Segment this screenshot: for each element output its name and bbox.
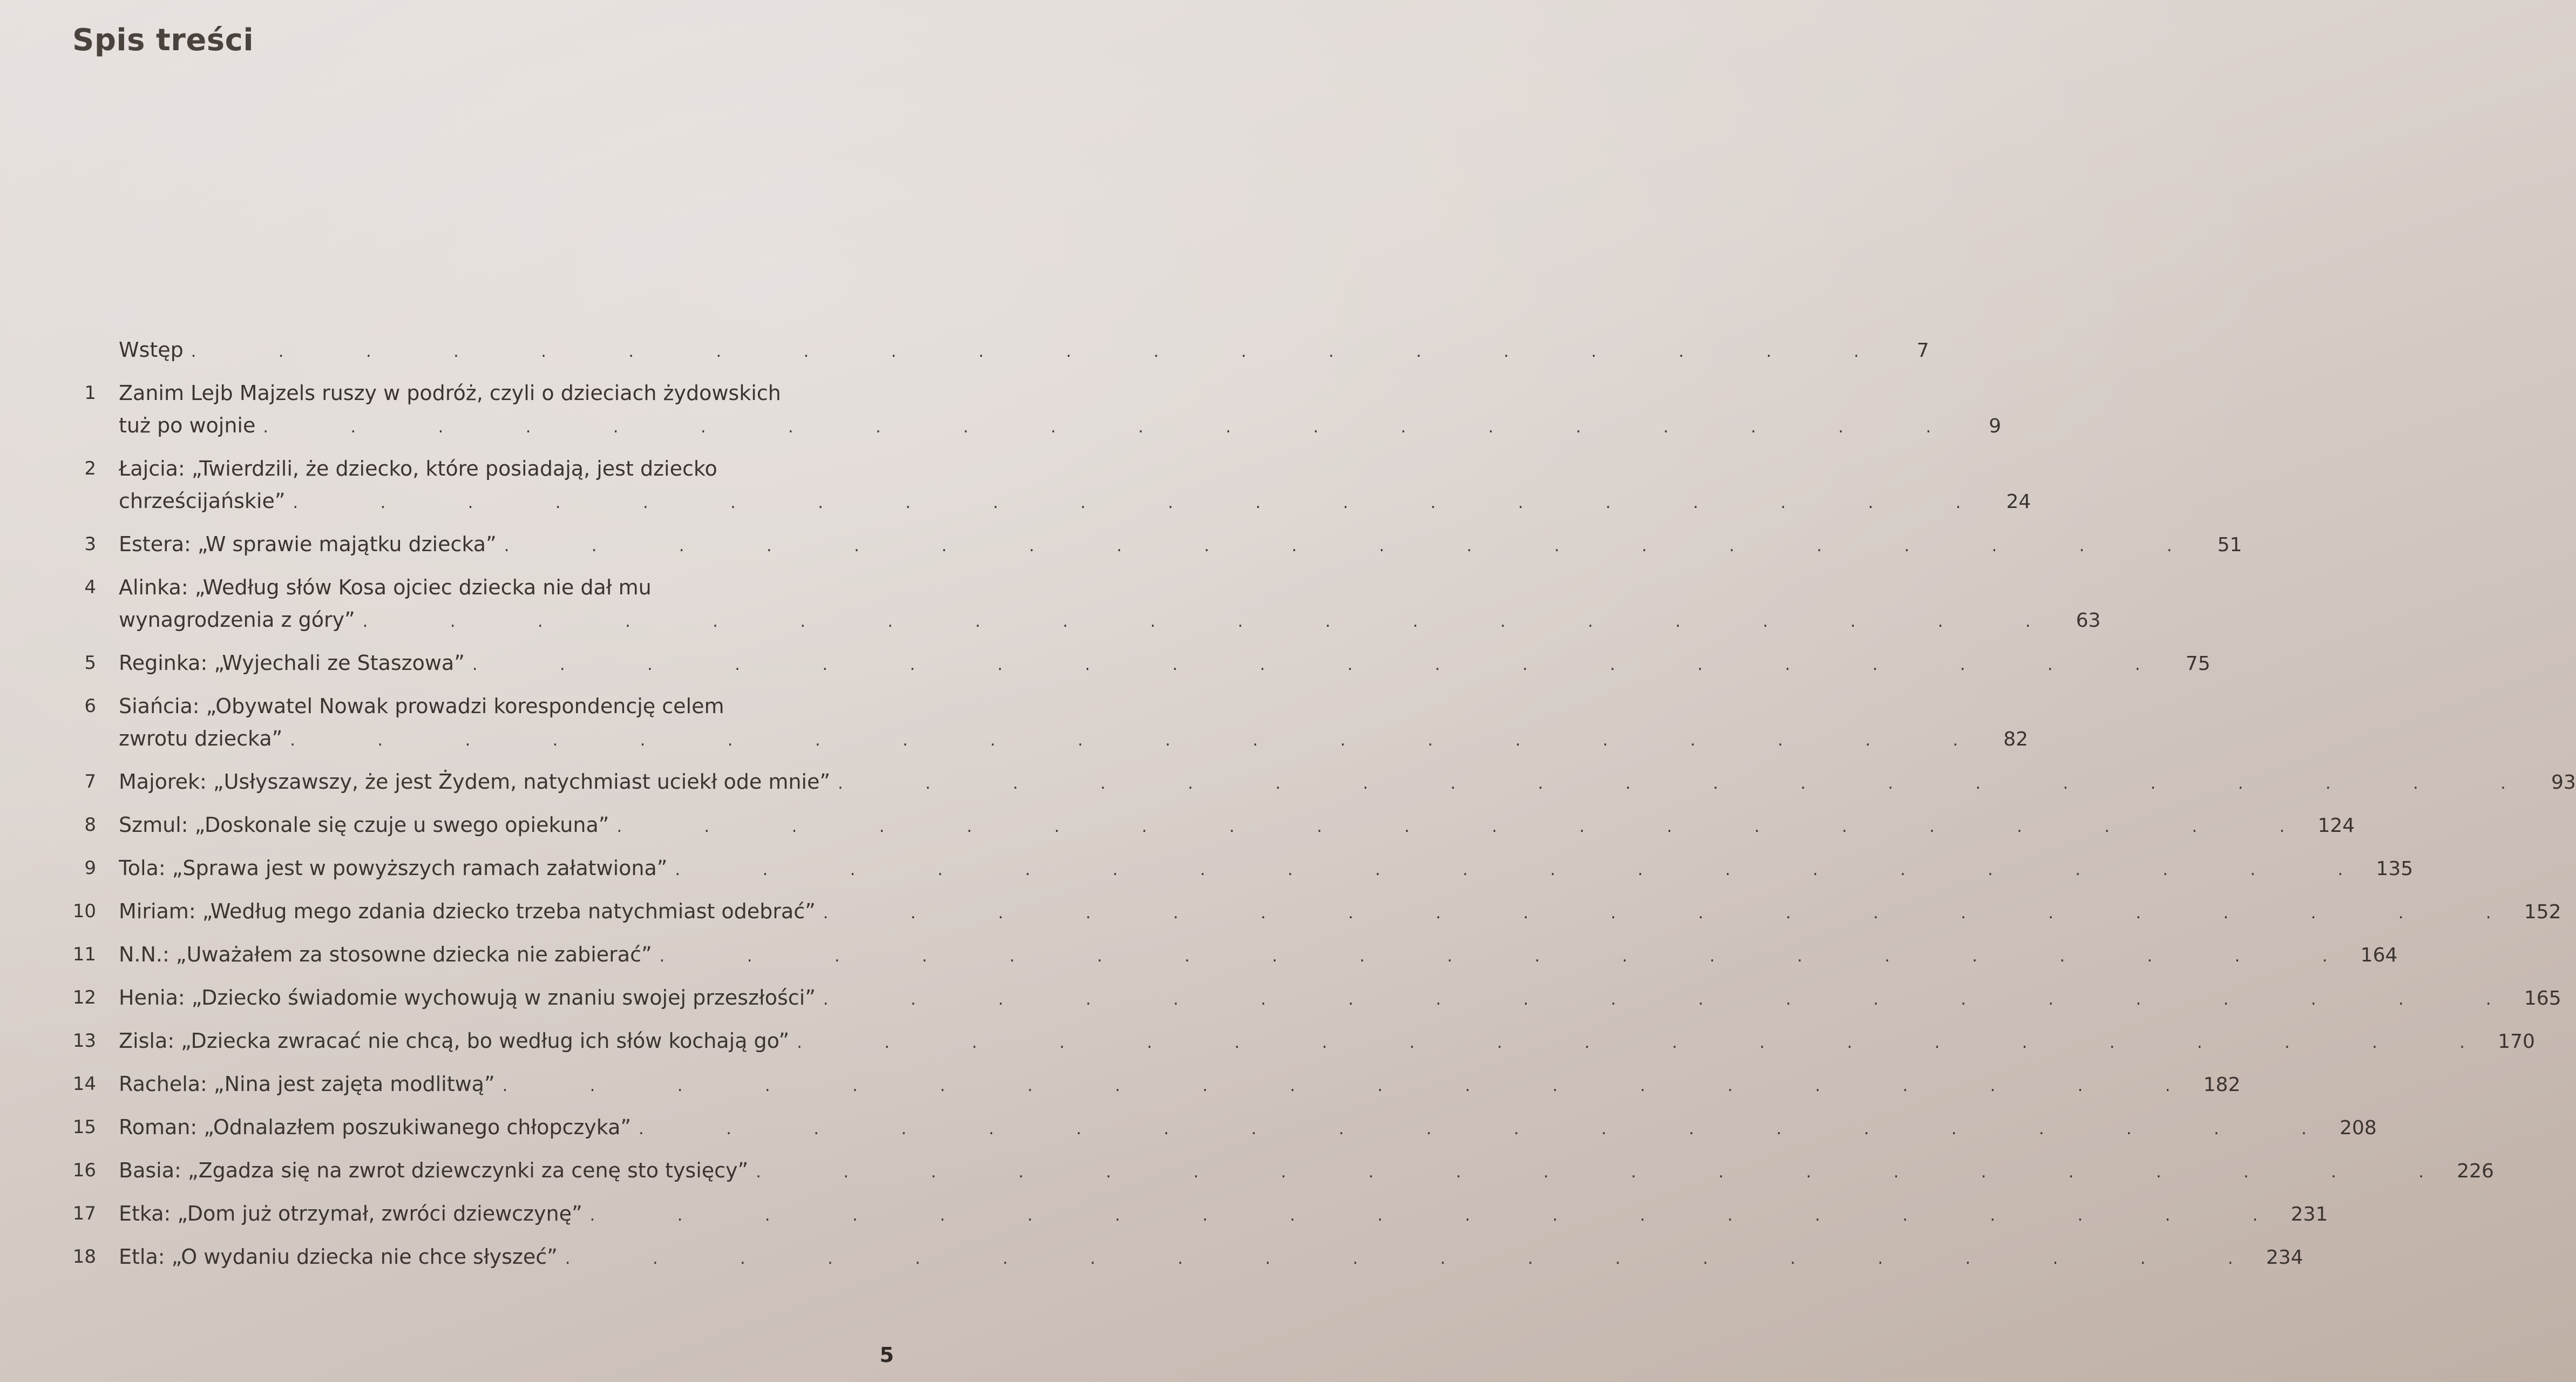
chapter-title-line xyxy=(119,765,2506,800)
dot-leader xyxy=(290,722,1958,757)
chapter-title-line xyxy=(119,377,1931,409)
chapter-title-text: tuż po wojnie xyxy=(119,414,256,437)
dot-leader xyxy=(838,765,2506,800)
chapter-title xyxy=(119,809,2284,843)
page-ref: 152 xyxy=(2524,901,2561,923)
page-ref: 164 xyxy=(2360,944,2398,966)
toc-entry[interactable] xyxy=(70,1241,2303,1275)
chapter-title-line xyxy=(119,852,2343,886)
toc-entry[interactable] xyxy=(70,981,2561,1016)
page-ref: 208 xyxy=(2340,1117,2377,1139)
dot-leader xyxy=(504,528,2172,563)
chapter-title-line xyxy=(119,571,2030,604)
table-of-contents xyxy=(70,334,2576,1284)
chapter-number: 18 xyxy=(72,1246,96,1268)
chapter-title-line xyxy=(119,809,2284,843)
dot-leader xyxy=(823,895,2491,930)
chapter-title xyxy=(119,571,2030,638)
chapter-number: 10 xyxy=(72,900,96,922)
chapter-title-line xyxy=(119,722,1958,757)
chapter-title-text: Szmul: „Doskonale się czuje u swego opiekuna” xyxy=(119,813,609,837)
chapter-title-line xyxy=(119,938,2327,973)
dot-leader xyxy=(756,1154,2424,1189)
chapter-title-line xyxy=(119,1154,2424,1189)
page-ref: 234 xyxy=(2266,1246,2303,1269)
chapter-number: 4 xyxy=(84,577,96,598)
chapter-title-text: Etka: „Dom już otrzymał, zwróci dziewczynę” xyxy=(119,1202,582,1225)
page-ref: 182 xyxy=(2203,1074,2241,1096)
toc-entry[interactable] xyxy=(70,1197,2328,1232)
toc-entry[interactable] xyxy=(70,334,1929,368)
chapter-title-line xyxy=(119,528,2172,563)
chapter-title-text: Łajcia: „Twierdzili, że dziecko, które posiadają, jest dziecko xyxy=(119,457,717,480)
chapter-title-text: Zanim Lejb Majzels ruszy w podróż, czyli o dzieciach żydowskich xyxy=(119,381,781,405)
chapter-number: 5 xyxy=(84,652,96,674)
chapter-title-text: Majorek: „Usłyszawszy, że jest Żydem, natychmiast uciekł ode mnie” xyxy=(119,770,831,794)
chapter-title-text: Henia: „Dziecko świadomie wychowują w znaniu swojej przeszłości” xyxy=(119,986,816,1010)
toc-entry[interactable] xyxy=(70,895,2561,930)
dot-leader xyxy=(565,1241,2233,1275)
page-ref: 75 xyxy=(2185,653,2211,675)
chapter-title xyxy=(119,377,1931,444)
chapter-number: 2 xyxy=(84,458,96,479)
dot-leader xyxy=(503,1068,2171,1102)
chapter-title-line xyxy=(119,1241,2233,1275)
page-ref: 124 xyxy=(2317,815,2355,837)
chapter-title-text: Alinka: „Według słów Kosa ojciec dziecka nie dał mu xyxy=(119,575,652,599)
chapter-number: 15 xyxy=(72,1116,96,1138)
page-ref: 135 xyxy=(2376,858,2414,880)
chapter-title xyxy=(119,1111,2307,1146)
chapter-title xyxy=(119,452,1961,519)
page-ref: 165 xyxy=(2524,987,2561,1010)
page-ref: 231 xyxy=(2290,1203,2328,1225)
chapter-title xyxy=(119,1025,2465,1059)
chapter-title xyxy=(119,528,2172,563)
toc-entry[interactable] xyxy=(70,765,2576,800)
chapter-title xyxy=(119,1154,2424,1189)
chapter-title-line xyxy=(119,647,2140,681)
chapter-title-line xyxy=(119,334,1859,368)
chapter-title-line xyxy=(119,895,2491,930)
chapter-title-line xyxy=(119,690,1958,722)
toc-entry[interactable] xyxy=(70,690,2029,757)
chapter-title-line xyxy=(119,604,2030,638)
chapter-number: 17 xyxy=(72,1203,96,1224)
chapter-title-text: Zisla: „Dziecka zwracać nie chcą, bo według ich słów kochają go” xyxy=(119,1029,790,1053)
page-ref: 51 xyxy=(2217,534,2242,556)
page-ref: 82 xyxy=(2003,728,2029,750)
chapter-title xyxy=(119,852,2343,886)
chapter-title-text: Rachela: „Nina jest zajęta modlitwą” xyxy=(119,1072,495,1096)
chapter-title-text: chrześcijańskie” xyxy=(119,489,286,513)
chapter-number: 3 xyxy=(84,533,96,555)
toc-entry[interactable] xyxy=(70,377,2002,444)
toc-entry[interactable] xyxy=(70,852,2414,886)
chapter-title-text: Roman: „Odnalazłem poszukiwanego chłopczyka” xyxy=(119,1115,632,1139)
chapter-title xyxy=(119,647,2140,681)
toc-entry[interactable] xyxy=(70,1025,2535,1059)
chapter-title-line xyxy=(119,1068,2170,1102)
dot-leader xyxy=(191,334,1859,368)
chapter-title-line xyxy=(119,1025,2465,1059)
toc-entry[interactable] xyxy=(70,1111,2377,1146)
chapter-title-text: Tola: „Sprawa jest w powyższych ramach załatwiona” xyxy=(119,856,668,880)
page-number: 5 xyxy=(879,1343,894,1367)
chapter-number: 11 xyxy=(72,944,96,965)
chapter-title-text: Siańcia: „Obywatel Nowak prowadzi korespondencję celem xyxy=(119,694,724,718)
toc-entry[interactable] xyxy=(70,452,2031,519)
toc-entry[interactable] xyxy=(70,571,2101,638)
dot-leader xyxy=(363,604,2031,638)
chapter-title-text: Miriam: „Według mego zdania dziecko trzeba natychmiast odebrać” xyxy=(119,899,816,923)
chapter-title-text: Estera: „W sprawie majątku dziecka” xyxy=(119,532,497,556)
dot-leader xyxy=(823,981,2491,1016)
page-title: Spis treści xyxy=(72,23,254,58)
dot-leader xyxy=(472,647,2140,681)
dot-leader xyxy=(639,1111,2307,1146)
page-ref: 9 xyxy=(1989,415,2002,437)
page-ref: 226 xyxy=(2457,1160,2494,1182)
toc-entry[interactable] xyxy=(70,1154,2494,1189)
page-ref: 93 xyxy=(2551,771,2576,794)
chapter-title xyxy=(119,1197,2258,1232)
dot-leader xyxy=(675,852,2343,886)
dot-leader xyxy=(797,1025,2465,1059)
page-ref: 63 xyxy=(2076,609,2101,632)
toc-entry[interactable] xyxy=(70,809,2355,843)
page-ref: 170 xyxy=(2498,1031,2535,1053)
chapter-number: 14 xyxy=(72,1073,96,1095)
toc-entry[interactable] xyxy=(70,1068,2241,1102)
chapter-title-text: Basia: „Zgadza się na zwrot dziewczynki za cenę sto tysięcy” xyxy=(119,1159,749,1182)
chapter-title-line xyxy=(119,1111,2307,1146)
chapter-number: 16 xyxy=(72,1160,96,1181)
chapter-title xyxy=(119,938,2327,973)
chapter-title-text: zwrotu dziecka” xyxy=(119,727,283,750)
chapter-number: 12 xyxy=(72,987,96,1008)
chapter-title-line xyxy=(119,981,2491,1016)
chapter-number: 7 xyxy=(84,771,96,792)
chapter-title-text: Reginka: „Wyjechali ze Staszowa” xyxy=(119,651,465,675)
chapter-title xyxy=(119,1241,2233,1275)
chapter-title-line xyxy=(119,485,1961,519)
dot-leader xyxy=(590,1197,2258,1232)
chapter-title-text: wynagrodzenia z góry” xyxy=(119,608,355,632)
chapter-number: 9 xyxy=(84,857,96,879)
chapter-title xyxy=(119,1068,2170,1102)
chapter-title-line xyxy=(119,1197,2258,1232)
chapter-title xyxy=(119,981,2491,1016)
toc-entry[interactable] xyxy=(70,938,2398,973)
chapter-number: 1 xyxy=(84,382,96,404)
dot-leader xyxy=(660,938,2328,973)
dot-leader xyxy=(616,809,2284,843)
chapter-title-line xyxy=(119,452,1961,485)
chapter-title xyxy=(119,334,1859,368)
chapter-title xyxy=(119,765,2506,800)
chapter-title-line xyxy=(119,409,1931,444)
toc-entry[interactable] xyxy=(70,528,2242,563)
page-ref: 7 xyxy=(1916,340,1929,362)
chapter-number: 6 xyxy=(84,695,96,717)
chapter-title-text: Etla: „O wydaniu dziecka nie chce słyszeć” xyxy=(119,1245,558,1269)
chapter-number: 13 xyxy=(72,1030,96,1052)
chapter-number: 8 xyxy=(84,814,96,836)
dot-leader xyxy=(293,485,1961,519)
toc-entry[interactable] xyxy=(70,647,2211,681)
dot-leader xyxy=(263,409,1931,444)
page-ref: 24 xyxy=(2006,491,2031,513)
chapter-title xyxy=(119,895,2491,930)
chapter-title xyxy=(119,690,1958,757)
chapter-title-text: N.N.: „Uważałem za stosowne dziecka nie zabierać” xyxy=(119,943,652,966)
chapter-title-text: Wstęp xyxy=(119,338,184,362)
